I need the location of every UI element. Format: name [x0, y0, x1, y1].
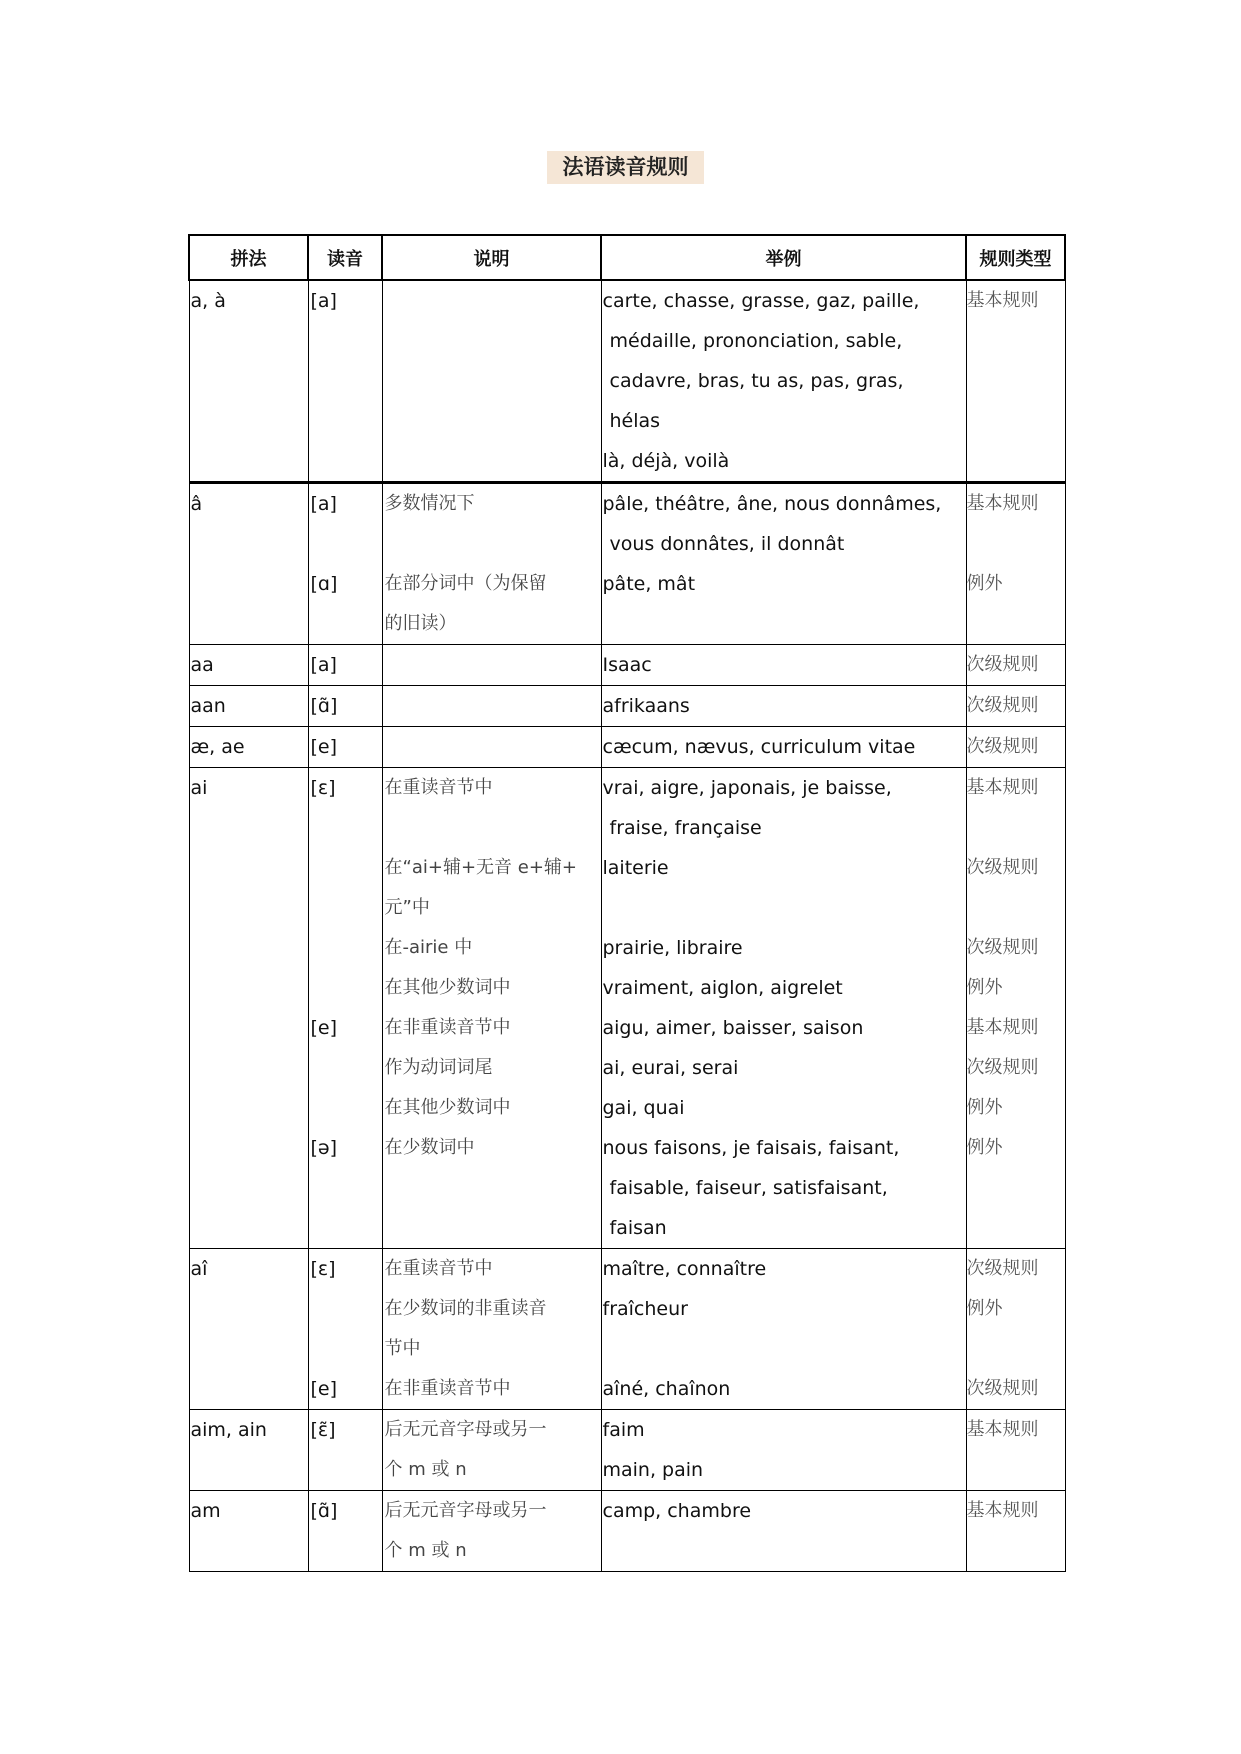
table-row	[189, 1410, 1065, 1491]
sound-line	[309, 1168, 382, 1208]
spelling-text: æ, ae	[190, 736, 245, 758]
example-line: pâte, mât	[602, 573, 696, 595]
type-line: 次级规则	[966, 937, 1039, 958]
example-cell	[601, 483, 966, 645]
note-line: 在-airie 中	[384, 937, 473, 958]
note-line: 在“ai+辅+无音 e+辅+	[384, 857, 577, 878]
sound-cell	[308, 645, 382, 686]
type-cell	[966, 768, 1065, 1249]
sound-line	[309, 604, 382, 644]
note-line: 在其他少数词中	[384, 977, 511, 998]
type-line	[967, 1531, 1065, 1571]
note-line: 在其他少数词中	[384, 1097, 511, 1118]
example-line: ai, eurai, serai	[602, 1057, 739, 1079]
spelling-cell	[189, 1249, 308, 1410]
type-line: 基本规则	[966, 777, 1039, 798]
sound-line: [ɑ]	[310, 573, 338, 595]
sound-line	[309, 361, 382, 401]
type-cell	[966, 686, 1065, 727]
example-line: médaille, prononciation, sable,	[609, 330, 903, 352]
note-line: 个 m 或 n	[384, 1540, 467, 1561]
type-line	[967, 524, 1065, 564]
sound-line	[309, 1048, 382, 1088]
note-line: 在部分词中（为保留	[384, 573, 547, 594]
type-line	[967, 604, 1065, 644]
example-cell	[601, 1249, 966, 1410]
spelling-cell	[189, 280, 308, 483]
type-line: 次级规则	[966, 654, 1039, 675]
sound-cell	[308, 686, 382, 727]
note-line: 的旧读）	[384, 613, 457, 634]
sound-line	[309, 928, 382, 968]
sound-line	[309, 808, 382, 848]
sound-cell	[308, 727, 382, 768]
example-line	[602, 604, 966, 644]
page-title: 法语读音规则	[547, 151, 704, 184]
example-line: camp, chambre	[602, 1500, 752, 1522]
example-cell	[601, 727, 966, 768]
sound-line	[309, 1208, 382, 1248]
type-line: 例外	[966, 1298, 1003, 1319]
spelling-text: a, à	[190, 290, 226, 312]
spelling-text: aan	[190, 695, 226, 717]
example-line: vraiment, aiglon, aigrelet	[602, 977, 843, 999]
note-line: 在非重读音节中	[384, 1378, 511, 1399]
note-cell	[382, 645, 601, 686]
note-cell	[382, 686, 601, 727]
sound-line	[309, 1289, 382, 1329]
example-line: faisan	[609, 1217, 667, 1239]
note-line	[383, 441, 601, 481]
example-line	[602, 1531, 966, 1571]
type-line: 基本规则	[966, 1419, 1039, 1440]
sound-cell	[308, 768, 382, 1249]
sound-line: [e]	[310, 1378, 338, 1400]
header-sound: 读音	[308, 235, 382, 280]
example-line: fraise, française	[609, 817, 762, 839]
note-line	[383, 361, 601, 401]
sound-line	[309, 1531, 382, 1571]
spelling-text: aim, ain	[190, 1419, 267, 1441]
example-cell	[601, 686, 966, 727]
sound-line	[309, 401, 382, 441]
example-line: vous donnâtes, il donnât	[609, 533, 845, 555]
note-line	[383, 401, 601, 441]
type-cell	[966, 483, 1065, 645]
sound-line	[309, 441, 382, 481]
note-line: 在重读音节中	[384, 1258, 493, 1279]
type-line	[967, 1208, 1065, 1248]
example-line: là, déjà, voilà	[602, 450, 730, 472]
note-line: 节中	[384, 1338, 421, 1359]
example-line: Isaac	[602, 654, 652, 676]
spelling-cell	[189, 768, 308, 1249]
note-line	[383, 808, 601, 848]
table-row	[189, 1491, 1065, 1572]
type-line: 基本规则	[966, 290, 1039, 311]
note-line: 后无元音字母或另一	[384, 1419, 547, 1440]
note-line: 在非重读音节中	[384, 1017, 511, 1038]
note-cell	[382, 1249, 601, 1410]
sound-line	[309, 321, 382, 361]
spelling-cell	[189, 686, 308, 727]
type-cell	[966, 280, 1065, 483]
note-line	[383, 1208, 601, 1248]
sound-line: [ɑ̃]	[310, 1500, 338, 1522]
type-line: 例外	[966, 1097, 1003, 1118]
note-line	[383, 686, 601, 726]
example-line: prairie, libraire	[602, 937, 743, 959]
sound-line: [ɑ̃]	[310, 695, 338, 717]
example-line: hélas	[609, 410, 661, 432]
example-line: aigu, aimer, baisser, saison	[602, 1017, 864, 1039]
sound-line	[309, 888, 382, 928]
note-cell	[382, 1491, 601, 1572]
type-line	[967, 401, 1065, 441]
sound-cell	[308, 1410, 382, 1491]
note-cell	[382, 1410, 601, 1491]
type-cell	[966, 645, 1065, 686]
type-line: 例外	[966, 573, 1003, 594]
note-line	[383, 281, 601, 321]
example-cell	[601, 768, 966, 1249]
header-note: 说明	[382, 235, 601, 280]
note-line	[383, 321, 601, 361]
sound-line: [a]	[310, 654, 337, 676]
sound-line	[309, 1088, 382, 1128]
table-row	[189, 645, 1065, 686]
example-line: cadavre, bras, tu as, pas, gras,	[609, 370, 904, 392]
example-line: aîné, chaînon	[602, 1378, 731, 1400]
table-row	[189, 768, 1065, 1249]
note-line	[383, 645, 601, 685]
example-line: faim	[602, 1419, 645, 1441]
type-line	[967, 441, 1065, 481]
sound-line: [ɛ]	[310, 777, 336, 799]
type-line: 次级规则	[966, 736, 1039, 757]
type-line	[967, 888, 1065, 928]
note-line	[383, 727, 601, 767]
header-spelling: 拼法	[189, 235, 308, 280]
type-line: 次级规则	[966, 695, 1039, 716]
note-line	[383, 1168, 601, 1208]
spelling-cell	[189, 483, 308, 645]
type-line: 例外	[966, 1137, 1003, 1158]
example-cell	[601, 280, 966, 483]
sound-line: [ɛ̃]	[310, 1419, 336, 1441]
spelling-cell	[189, 645, 308, 686]
example-line: main, pain	[602, 1459, 704, 1481]
example-line: pâle, théâtre, âne, nous donnâmes,	[602, 493, 942, 515]
example-line: laiterie	[602, 857, 669, 879]
sound-line	[309, 848, 382, 888]
sound-cell	[308, 280, 382, 483]
table-row	[189, 483, 1065, 645]
spelling-text: ai	[190, 777, 208, 799]
example-line	[602, 888, 966, 928]
note-cell	[382, 483, 601, 645]
type-line: 次级规则	[966, 1378, 1039, 1399]
type-line: 次级规则	[966, 1258, 1039, 1279]
sound-line: [ə]	[310, 1137, 338, 1159]
type-cell	[966, 1249, 1065, 1410]
sound-line: [e]	[310, 1017, 338, 1039]
type-cell	[966, 1410, 1065, 1491]
type-line: 基本规则	[966, 1500, 1039, 1521]
note-cell	[382, 768, 601, 1249]
example-line: cæcum, nævus, curriculum vitae	[602, 736, 916, 758]
sound-line	[309, 1450, 382, 1490]
example-cell	[601, 1410, 966, 1491]
example-line: nous faisons, je faisais, faisant,	[602, 1137, 900, 1159]
example-line	[602, 1329, 966, 1369]
spelling-text: aî	[190, 1258, 208, 1280]
note-line: 元”中	[384, 897, 430, 918]
spelling-text: am	[190, 1500, 221, 1522]
example-line: carte, chasse, grasse, gaz, paille,	[602, 290, 920, 312]
table-row	[189, 727, 1065, 768]
note-cell	[382, 727, 601, 768]
example-line: maître, connaître	[602, 1258, 767, 1280]
spelling-cell	[189, 727, 308, 768]
type-line	[967, 1168, 1065, 1208]
note-line: 在少数词中	[384, 1137, 475, 1158]
type-cell	[966, 1491, 1065, 1572]
type-line: 基本规则	[966, 1017, 1039, 1038]
note-line: 在重读音节中	[384, 777, 493, 798]
example-line: gai, quai	[602, 1097, 685, 1119]
sound-line	[309, 1329, 382, 1369]
table-header-row	[189, 235, 1065, 280]
sound-line: [ɛ]	[310, 1258, 336, 1280]
type-cell	[966, 727, 1065, 768]
note-line: 后无元音字母或另一	[384, 1500, 547, 1521]
example-line: faisable, faiseur, satisfaisant,	[609, 1177, 888, 1199]
table-row	[189, 686, 1065, 727]
header-type: 规则类型	[966, 235, 1065, 280]
spelling-text: aa	[190, 654, 214, 676]
sound-line: [e]	[310, 736, 338, 758]
sound-cell	[308, 1491, 382, 1572]
note-cell	[382, 280, 601, 483]
type-line: 次级规则	[966, 1057, 1039, 1078]
type-line	[967, 1329, 1065, 1369]
type-line	[967, 321, 1065, 361]
table-row	[189, 280, 1065, 483]
header-examples: 举例	[601, 235, 966, 280]
sound-cell	[308, 1249, 382, 1410]
sound-line	[309, 524, 382, 564]
note-line: 作为动词词尾	[384, 1057, 493, 1078]
sound-line: [a]	[310, 290, 337, 312]
type-line: 基本规则	[966, 493, 1039, 514]
table-row	[189, 1249, 1065, 1410]
example-line: fraîcheur	[602, 1298, 688, 1320]
pronunciation-rules-table	[188, 234, 1066, 1572]
type-line	[967, 361, 1065, 401]
note-line	[383, 524, 601, 564]
note-line: 在少数词的非重读音	[384, 1298, 547, 1319]
spelling-text: â	[190, 493, 203, 515]
spelling-cell	[189, 1491, 308, 1572]
type-line: 次级规则	[966, 857, 1039, 878]
type-line: 例外	[966, 977, 1003, 998]
sound-cell	[308, 483, 382, 645]
spelling-cell	[189, 1410, 308, 1491]
example-cell	[601, 1491, 966, 1572]
note-line: 个 m 或 n	[384, 1459, 467, 1480]
type-line	[967, 808, 1065, 848]
sound-line: [a]	[310, 493, 337, 515]
example-cell	[601, 645, 966, 686]
type-line	[967, 1450, 1065, 1490]
example-line: vrai, aigre, japonais, je baisse,	[602, 777, 892, 799]
sound-line	[309, 968, 382, 1008]
example-line: afrikaans	[602, 695, 690, 717]
note-line: 多数情况下	[384, 493, 475, 514]
